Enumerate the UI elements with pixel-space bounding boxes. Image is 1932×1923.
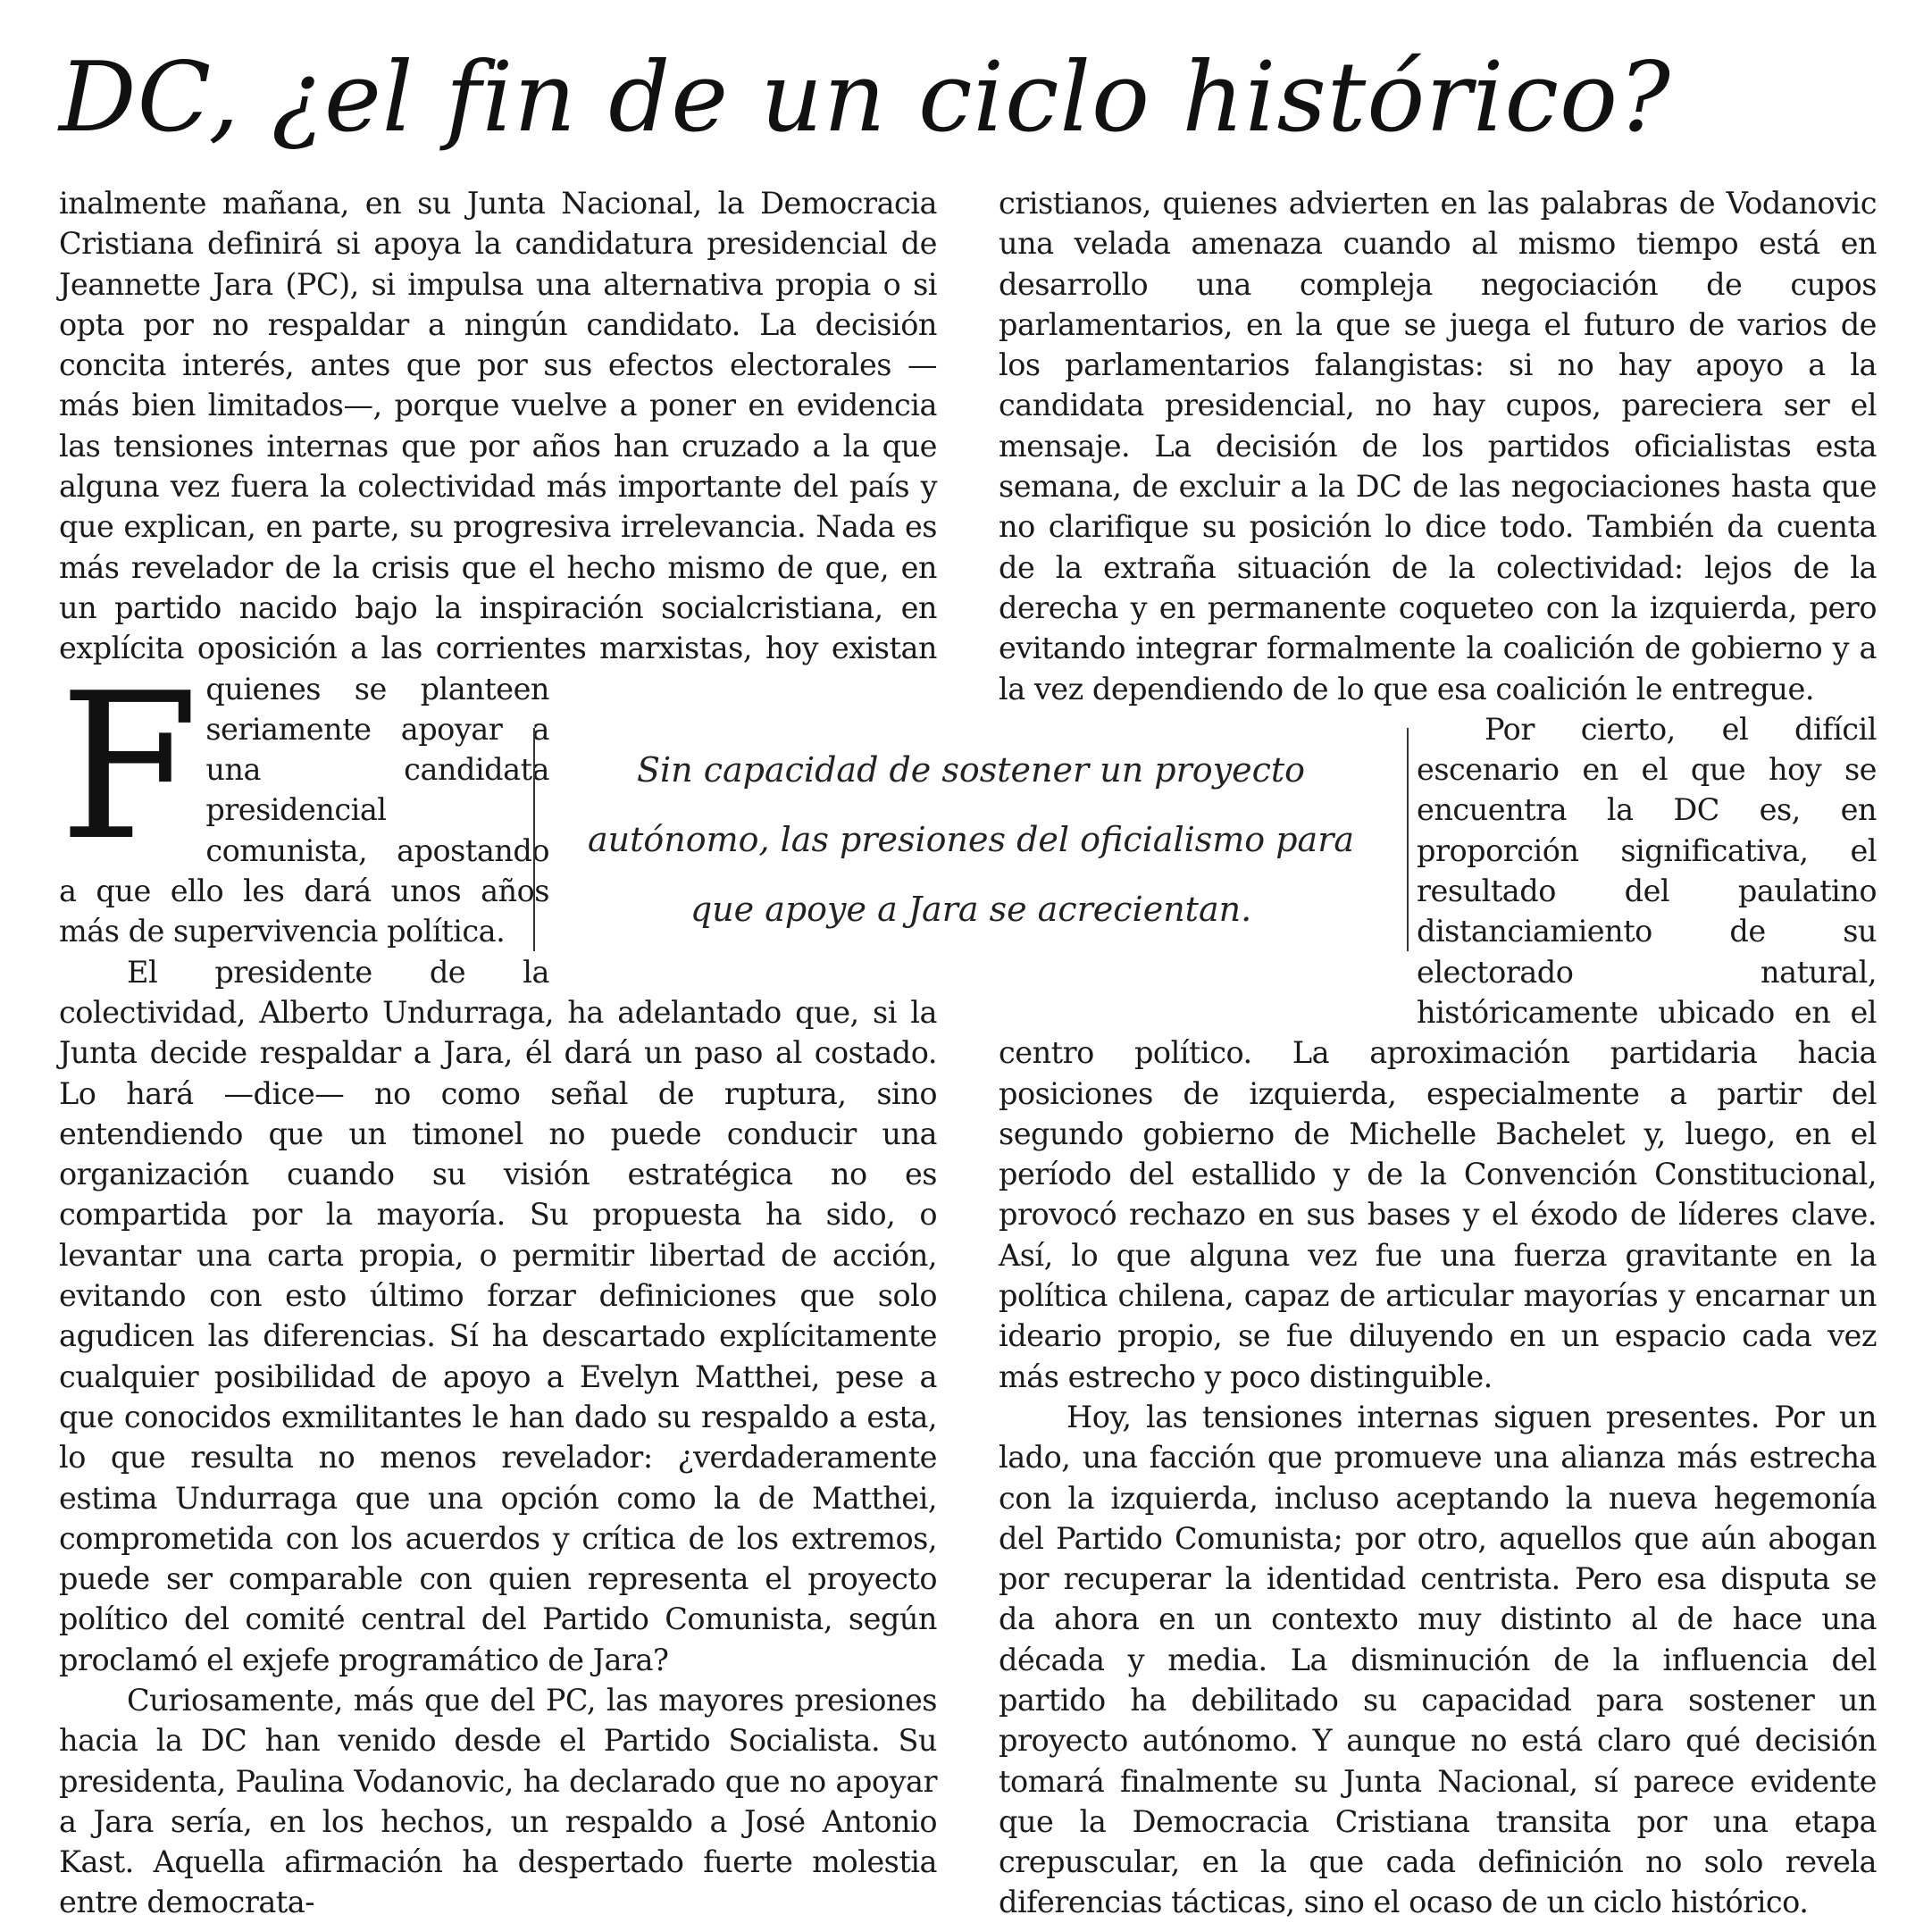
drop-cap: F: [59, 650, 199, 885]
pull-quote: [533, 728, 1409, 951]
paragraph: Por cierto, el difícil escenario en el que hoy se encuentra la DC es, en proporción significativa, el resultado del paulatino distanciamiento de su electorado natural, históricamente ubicado en el centro político. La aproximación partidaria hacia posiciones de izquierda, especialmente a partir del segundo gobierno de Michelle Bachelet y, luego, en el período del estallido y de la Convención Constitucional, provocó rechazo en sus bases y el éxodo de líderes clave. Así, lo que alguna vez fue una fuerza gravitante en la política chilena, capaz de articular mayorías y encarnar un ideario propio, se fue diluyendo en un espacio cada vez más estrecho y poco distinguible.: [999, 711, 1877, 1394]
pull-quote-text: Sin capacidad de sostener un proyecto autónomo, las presiones del oficialismo para que apoye a Jara se acrecientan.: [587, 750, 1355, 929]
article-title: DC, ¿el fin de un ciclo histórico?: [59, 42, 1671, 154]
right-column: [999, 183, 1877, 1920]
paragraph: cristianos, quienes advierten en las palabras de Vodanovic una velada amenaza cuando al mismo tiempo está en desarrollo una compleja negociación de cupos parlamentarios, en la que se juega el futuro de varios de los parlamentarios falangistas: si no hay apoyo a la candidata presidencial, no hay cupos, pareciera ser el mensaje. La decisión de los partidos oficialistas esta semana, de excluir a la DC de las negociaciones hasta que no clarifique su posición lo dice todo. También da cuenta de la extraña situación de la colectividad: lejos de la derecha y en permanente coqueteo con la izquierda, pero evitando integrar formalmente la coalición de gobierno y a la vez dependiendo de lo que esa coalición le entregue.: [999, 186, 1877, 706]
paragraph: Hoy, las tensiones internas siguen presentes. Por un lado, una facción que promueve una alianza más estrecha con la izquierda, incluso aceptando la nueva hegemonía del Partido Comunista; por otro, aquellos que aún abogan por recuperar la identidad centrista. Pero esa disputa se da ahora en un contexto muy distinto al de hace una década y media. La disminución de la influencia del partido ha debilitado su capacidad para sostener un proyecto autónomo. Y aunque no está claro qué decisión tomará finalmente su Junta Nacional, sí parece evidente que la Democracia Cristiana transita por una etapa crepuscular, en la que cada definición no solo revela diferencias tácticas, sino el ocaso de un ciclo histórico.: [999, 1399, 1877, 1920]
paragraph: El presidente de la colectividad, Alberto Undurraga, ha adelantado que, si la Junta decide respaldar a Jara, él dará un paso al costado. Lo hará —dice— no como señal de ruptura, sino entendiendo que un timonel no puede conducir una organización cuando su visión estratégica no es compartida por la mayoría. Su propuesta ha sido, o levantar una carta propia, o permitir libertad de acción, evitando con esto último forzar definiciones que solo agudicen las diferencias. Sí ha descartado explícitamente cualquier posibilidad de apoyo a Evelyn Matthei, pese a que conocidos exmilitantes le han dado su respaldo a esta, lo que resulta no menos revelador: ¿verdaderamente estima Undurraga que una opción como la de Matthei, comprometida con los acuerdos y crítica de los extremos, puede ser comparable con quien representa el proyecto político del comité central del Partido Comunista, según proclamó el exjefe programático de Jara?: [59, 954, 937, 1677]
paragraph: Curiosamente, más que del PC, las mayores presiones hacia la DC han venido desde el Partido Socialista. Su presidenta, Paulina Vodanovic, ha declarado que no apoyar a Jara sería, en los hechos, un respaldo a José Antonio Kast. Aquella afirmación ha despertado fuerte molestia entre democrata-: [59, 1682, 937, 1920]
paragraph-text: inalmente mañana, en su Junta Nacional, la Democracia Cristiana definirá si apoya la candidatura presidencial de Jeannette Jara (PC), si impulsa una alternativa propia o si opta por no respaldar a ningún candidato. La decisión concita interés, antes que por sus efectos electorales —más bien limitados—, porque vuelve a poner en evidencia las tensiones internas que por años han cruzado a la que alguna vez fuera la colectividad más importante del país y que explican, en parte, su progresiva irrelevancia. Nada es más revelador de la crisis que el hecho mismo de que, en un partido nacido bajo la inspiración socialcristiana, en explícita oposición a las corrientes marxistas, hoy existan quienes se planteen seriamente apoyar a una candidata presidencial comunista, apostando a que ello les dará unos años más de supervivencia política.: [59, 186, 937, 949]
left-column: [59, 183, 937, 1920]
